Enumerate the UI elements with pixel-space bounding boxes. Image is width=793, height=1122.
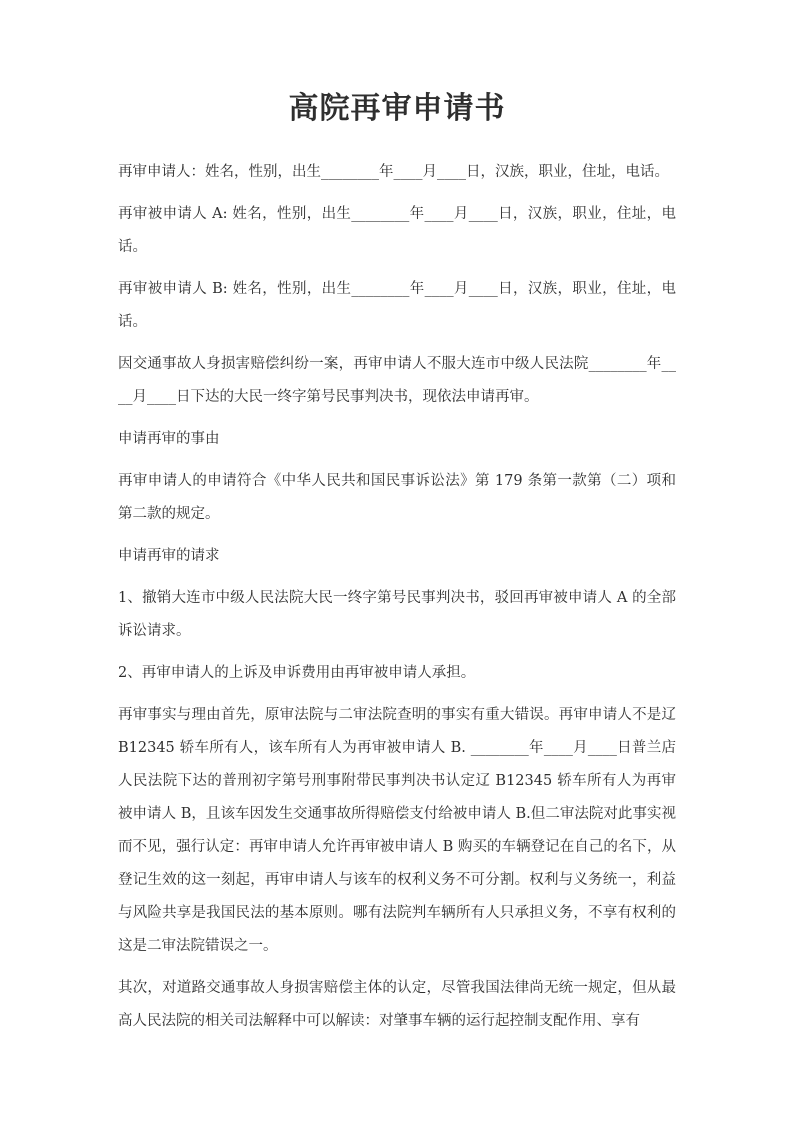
facts-and-reasons-first: 再审事实与理由首先，原审法院与二审法院查明的事实有重大错误。再审申请人不是辽 B12345 轿车所有人，该车所有人为再审被申请人 B. ________年____月____日普兰店人民法院下达的普刑初字第号刑事附带民事判决书认定辽 B12345 轿车所有人为再审被申请人 B，且该车因发生交通事故所得赔偿支付给被申请人 B.但二审法院对此事实视而不见，强行认定：再审申请人允许再审被申请人 B 购买的车辆登记在自己的名下，从登记生效的这一刻起，再审申请人与该车的权利义务不可分割。权利与义务统一，利益与风险共享是我国民法的基本原则。哪有法院判车辆所有人只承担义务，不享有权利的这是二审法院错误之一。 <box>118 707 676 954</box>
case-summary: 因交通事故人身损害赔偿纠纷一案，再审申请人不服大连市中级人民法院________年____月____日下达的大民一终字第号民事判决书，现依法申请再审。 <box>118 356 676 405</box>
request-item-1: 1、撤销大连市中级人民法院大民一终字第号民事判决书，驳回再审被申请人 A 的全部诉讼请求。 <box>118 590 676 639</box>
section-heading-retrial-request: 申请再审的请求 <box>118 548 220 564</box>
retrial-applicant-info: 再审申请人：姓名，性别，出生________年____月____日，汉族，职业，住址，电话。 <box>118 164 669 180</box>
request-item-2: 2、再审申请人的上诉及申诉费用由再审被申请人承担。 <box>118 665 476 681</box>
retrial-cause-content: 再审申请人的申请符合《中华人民共和国民事诉讼法》第 179 条第一款第（二）项和第二款的规定。 <box>118 473 676 522</box>
section-heading-retrial-cause: 申请再审的事由 <box>118 431 220 447</box>
respondent-b-info: 再审被申请人 B: 姓名，性别，出生________年____月____日，汉族，职业，住址，电话。 <box>118 281 676 330</box>
respondent-a-info: 再审被申请人 A: 姓名，性别，出生________年____月____日，汉族，职业，住址，电话。 <box>118 206 676 255</box>
document-content <box>118 88 676 1047</box>
document-title: 高院再审申请书 <box>288 91 506 126</box>
facts-and-reasons-second: 其次，对道路交通事故人身损害赔偿主体的认定，尽管我国法律尚无统一规定，但从最高人民法院的相关司法解释中可以解读：对肇事车辆的运行起控制支配作用、享有 <box>118 980 676 1029</box>
